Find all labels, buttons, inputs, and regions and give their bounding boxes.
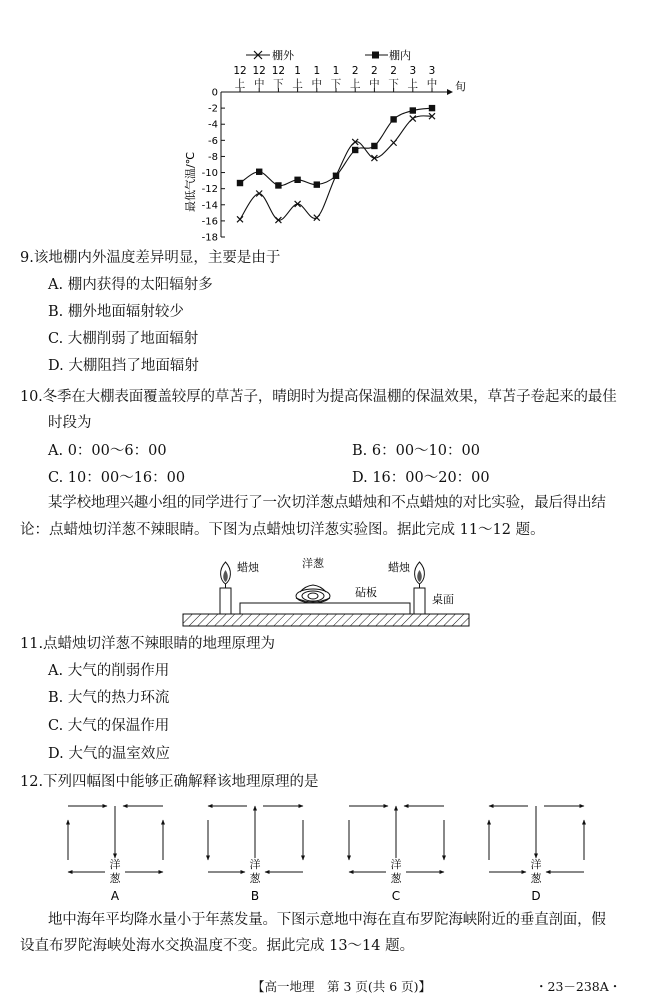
- intro2-line1: 地中海年平均降水量小于年蒸发量。下图示意地中海在直布罗陀海峡附近的垂直剖面，假: [48, 912, 606, 928]
- x-tick-month-8: 2: [390, 65, 397, 77]
- intro1-line1: 某学校地理兴趣小组的同学进行了一次切洋葱点蜡烛和不点蜡烛的对比实验，最后得出结: [48, 495, 606, 511]
- y-tick-label-7: -14: [201, 200, 218, 212]
- onion-label-top: 洋: [109, 858, 121, 871]
- label-right-candle: 蜡烛: [388, 561, 410, 574]
- x-tick-period-4: 中: [311, 78, 323, 90]
- onion-label-top: 洋: [249, 858, 261, 871]
- series-line-outside: [240, 116, 432, 220]
- chart-legend: [246, 48, 411, 62]
- footer-page-info: 【高一地理 第 3 页(共 6 页)】: [252, 979, 432, 994]
- q10-option-b[interactable]: B. 6：00～10：00: [352, 443, 480, 459]
- point-outside-4: [314, 215, 320, 221]
- q11-option-a[interactable]: A. 大气的削弱作用: [48, 663, 170, 679]
- q10-option-a[interactable]: A. 0：00～6：00: [48, 443, 167, 459]
- x-tick-month-5: 1: [332, 65, 340, 77]
- diagram-letter: C: [391, 889, 401, 903]
- x-tick-month-6: 2: [351, 65, 359, 77]
- q11-option-c[interactable]: C. 大气的保温作用: [48, 718, 170, 734]
- point-outside-1: [256, 191, 262, 197]
- q10-option-c[interactable]: C. 10：00～16：00: [48, 470, 186, 486]
- x-tick-month-7: 2: [371, 65, 378, 77]
- y-tick-label-3: -6: [208, 135, 218, 147]
- x-tick-month-10: 3: [428, 65, 436, 77]
- x-tick-month-3: 1: [294, 65, 301, 77]
- x-tick-period-9: 上: [407, 78, 419, 90]
- diagram-letter: D: [531, 889, 541, 903]
- point-outside-8: [391, 140, 397, 146]
- q12-circulation-diagrams: [0, 795, 651, 905]
- left-candle: [220, 562, 231, 614]
- y-tick-label-6: -12: [201, 184, 218, 196]
- temperature-chart: [0, 0, 651, 250]
- point-outside-9: [410, 116, 416, 122]
- onion-drawing: [296, 585, 330, 603]
- intro2-line2: 设直布罗陀海峡处海水交换温度不变。据此完成 13～14 题。: [20, 938, 415, 954]
- legend-label-inside: 棚内: [389, 49, 411, 62]
- x-axis-unit-label: 旬: [455, 80, 466, 93]
- point-outside-0: [237, 216, 243, 222]
- onion-label-bottom: 葱: [249, 872, 261, 885]
- point-inside-2: [275, 182, 281, 188]
- x-tick-period-0: 上: [234, 78, 246, 90]
- label-onion: 洋葱: [302, 557, 324, 570]
- y-tick-label-0: 0: [211, 87, 218, 99]
- y-tick-label-1: -2: [208, 103, 218, 115]
- q9-option-a[interactable]: A. 棚内获得的太阳辐射多: [48, 277, 213, 293]
- y-tick-label-5: -10: [201, 168, 218, 180]
- point-outside-3: [295, 201, 301, 207]
- footer-code: ・23－238A・: [535, 979, 622, 994]
- x-tick-month-1: 12: [252, 65, 266, 77]
- circulation-diagram-a[interactable]: [68, 806, 163, 903]
- x-tick-period-2: 下: [273, 78, 284, 90]
- point-inside-10: [429, 105, 435, 111]
- x-tick-month-2: 12: [271, 65, 286, 77]
- q9-option-b[interactable]: B. 棚外地面辐射较少: [48, 304, 184, 320]
- point-inside-0: [237, 180, 243, 186]
- q10-stem-line2: 时段为: [48, 415, 92, 431]
- legend-label-outside: 棚外: [272, 49, 294, 62]
- experiment-figure: [0, 550, 651, 630]
- y-axis-label: 最低气温/℃: [184, 151, 197, 212]
- point-inside-3: [294, 177, 300, 183]
- desk: [183, 614, 469, 626]
- point-inside-7: [371, 143, 377, 149]
- onion-label-bottom: 葱: [109, 872, 121, 885]
- q12-stem: 12.下列四幅图中能够正确解释该地理原理的是: [20, 774, 319, 790]
- q11-option-d[interactable]: D. 大气的温室效应: [48, 746, 170, 762]
- intro1-line2: 论：点蜡烛切洋葱不辣眼睛。下图为点蜡烛切洋葱实验图。据此完成 11～12 题。: [20, 522, 545, 538]
- q9-option-d[interactable]: D. 大棚阻挡了地面辐射: [48, 358, 199, 374]
- q11-option-b[interactable]: B. 大气的热力环流: [48, 690, 170, 706]
- onion-label-top: 洋: [390, 858, 402, 871]
- y-tick-label-9: -18: [201, 232, 218, 244]
- x-tick-period-10: 中: [426, 78, 438, 90]
- label-left-candle: 蜡烛: [237, 561, 259, 574]
- circulation-diagram-d[interactable]: [489, 806, 584, 903]
- point-inside-8: [390, 116, 396, 122]
- q11-stem: 11.点蜡烛切洋葱不辣眼睛的地理原理为: [20, 636, 276, 652]
- y-tick-label-2: -4: [208, 119, 218, 131]
- x-tick-month-0: 12: [233, 65, 247, 77]
- onion-label-bottom: 葱: [530, 872, 542, 885]
- q9-stem: 9.该地棚内外温度差异明显，主要是由于: [20, 250, 281, 266]
- right-candle: [414, 562, 425, 614]
- q10-stem-line1: 10.冬季在大棚表面覆盖较厚的草苫子，晴朗时为提高保温棚的保温效果，草苫子卷起来的最佳: [20, 389, 617, 405]
- q9-option-c[interactable]: C. 大棚削弱了地面辐射: [48, 331, 199, 347]
- cutting-board: [240, 603, 410, 614]
- q10-option-d[interactable]: D. 16：00～20：00: [352, 470, 490, 486]
- point-inside-9: [410, 107, 416, 113]
- diagram-letter: A: [110, 889, 120, 903]
- x-tick-period-5: 下: [330, 78, 342, 90]
- x-tick-period-6: 上: [349, 78, 361, 90]
- circulation-diagram-b[interactable]: [208, 806, 303, 903]
- x-tick-month-9: 3: [409, 65, 417, 77]
- point-inside-1: [256, 169, 262, 175]
- onion-label-bottom: 葱: [390, 872, 402, 885]
- y-tick-label-4: -8: [208, 151, 218, 163]
- point-inside-4: [314, 181, 320, 187]
- point-inside-5: [333, 173, 339, 179]
- diagram-letter: B: [250, 889, 260, 903]
- circulation-diagram-c[interactable]: [349, 806, 444, 903]
- label-desk: 桌面: [432, 593, 454, 606]
- y-tick-label-8: -16: [201, 216, 218, 228]
- x-tick-month-4: 1: [313, 65, 321, 77]
- legend-square-marker: [372, 52, 379, 59]
- label-board: 砧板: [355, 586, 377, 599]
- x-tick-period-1: 中: [253, 78, 265, 90]
- x-tick-period-8: 下: [388, 78, 399, 90]
- x-tick-period-3: 上: [292, 78, 303, 90]
- x-tick-period-7: 中: [369, 78, 380, 90]
- point-inside-6: [352, 147, 358, 153]
- onion-label-top: 洋: [530, 858, 542, 871]
